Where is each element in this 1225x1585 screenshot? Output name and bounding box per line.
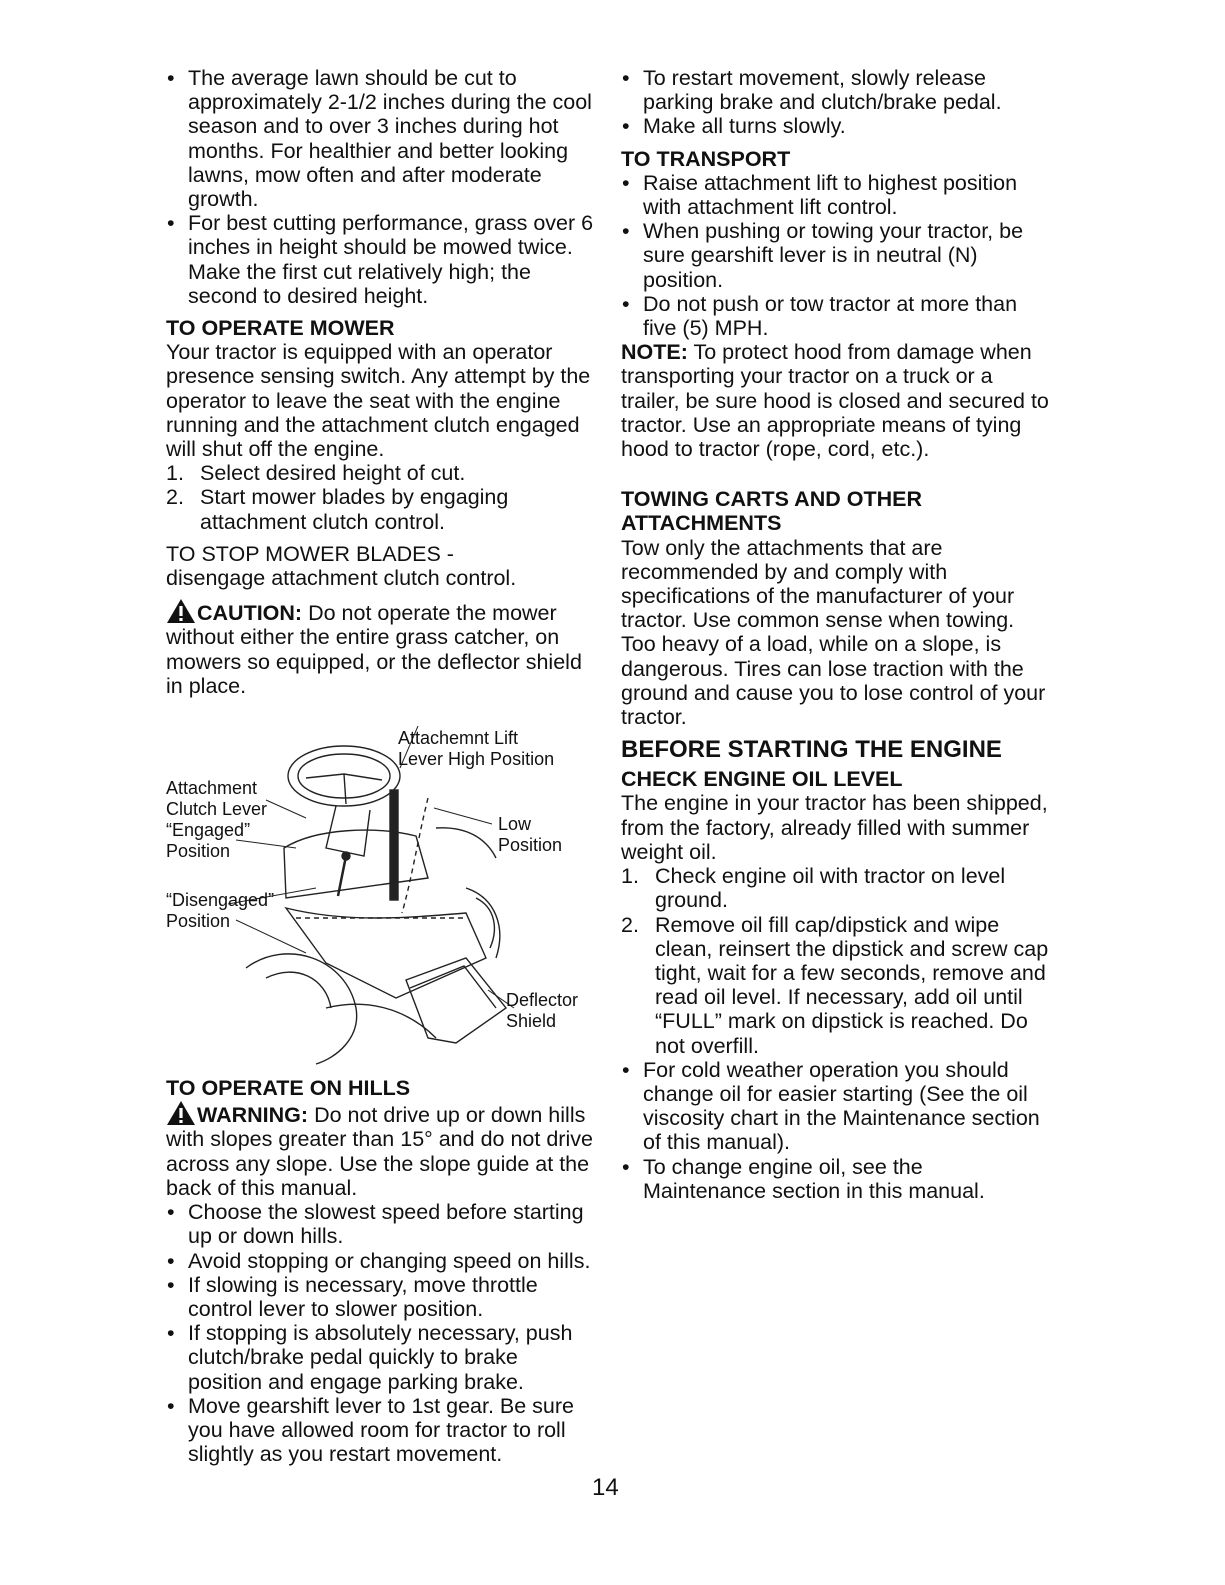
section-heading: TO OPERATE MOWER [166, 316, 395, 341]
mower-controls-diagram [166, 708, 596, 1068]
list-item: • Choose the slowest speed before starting up or down hills. [166, 1200, 594, 1248]
list-item: 2. Start mower blades by engaging attachment clutch control. [166, 485, 509, 534]
figure-label-disengaged: “Disengaged” Position [166, 890, 275, 932]
warning-triangle-icon [166, 598, 196, 624]
page-number: 14 [592, 1474, 619, 1501]
lift-lever [390, 790, 398, 900]
stop-instruction: TO STOP MOWER BLADES - [166, 541, 454, 566]
clutch-leader [266, 800, 306, 818]
note-paragraph [621, 340, 1051, 461]
low-leader [434, 808, 492, 824]
list-item: • Move gearshift lever to 1st gear. Be sure you have allowed room for tractor to roll slightly as you restart movement. [166, 1394, 594, 1467]
list-item: • To change engine oil, see the Maintenance section in this manual. [621, 1155, 1051, 1203]
warning-paragraph [166, 1100, 594, 1200]
low-position-path [402, 798, 428, 913]
right-column [621, 66, 1051, 1203]
figure-label-clutch: Attachment Clutch Lever “Engaged” Position [166, 778, 268, 862]
note-text: To protect hood from damage when transporting your tractor on a truck or a trailer, be sure hood is closed and secured to tractor. Use an appropriate means of tying hood to tractor (rope, cord, etc.). [621, 340, 1049, 462]
list-item: • For best cutting performance, grass over 6 inches in height should be mowed twice. Make the first cut relatively high; the second to desired height. [166, 211, 594, 308]
list-item: • When pushing or towing your tractor, be sure gearshift lever is in neutral (N) position. [621, 219, 1051, 292]
list-item: 2. Remove oil fill cap/dipstick and wipe clean, reinsert the dipstick and screw cap tight, wait for a few seconds, remove and read oil level. If necessary, add oil until “FULL” mark on dipstick is reached. Do not overfill. [621, 912, 1049, 1058]
note-label: NOTE: [621, 340, 688, 365]
footrest [286, 908, 486, 998]
clutch-knob [342, 852, 350, 860]
caution-text: Do not operate the mower without either the entire grass catcher, on mowers so equipped, or the deflector shield in place. [166, 601, 582, 698]
paragraph: The engine in your tractor has been shipped, from the factory, already filled with summer weight oil. [621, 791, 1048, 864]
section-heading: TO OPERATE ON HILLS [166, 1076, 411, 1101]
mower-deck [326, 1004, 436, 1038]
list-item: • Do not push or tow tractor at more than five (5) MPH. [621, 292, 1051, 340]
warning-text: Do not drive up or down hills with slopes greater than 15° and do not drive across any slope. Use the slope guide at the back of this manual. [166, 1103, 593, 1200]
section-heading: TO TRANSPORT [621, 146, 791, 171]
figure-label-lift: Attachemnt Lift Lever High Position [398, 728, 555, 770]
dash-panel [284, 830, 428, 898]
left-column [166, 66, 594, 1466]
list-item: • Raise attachment lift to highest position with attachment lift control. [621, 171, 1051, 219]
list-item: • The average lawn should be cut to approximately 2-1/2 inches during the cool season and to over 3 inches during hot months. For healthier and better looking lawns, mow often and after moderate growth. [166, 66, 594, 211]
list-item: • For cold weather operation you should change oil for easier starting (See the oil viscosity chart in the Maintenance section of this manual). [621, 1058, 1051, 1155]
warning-triangle-icon [166, 1100, 196, 1126]
warning-label: WARNING: [197, 1103, 309, 1128]
caution-label: CAUTION: [197, 601, 303, 626]
list-item: 1. Check engine oil with tractor on level ground. [621, 864, 1006, 913]
figure-label-deflector: Deflector Shield [506, 990, 579, 1032]
subsection-heading: CHECK ENGINE OIL LEVEL [621, 767, 903, 792]
figure-label-low: Low Position [498, 814, 563, 856]
paragraph: Tow only the attachments that are recommended by and comply with specifications of the manufacturer of your tractor. Use common sense when towing. Too heavy of a load, while on a slope, is dangerous. Tires can lose traction with the ground and cause you to lose control of your tractor. [621, 535, 1046, 730]
caution-paragraph [166, 598, 594, 698]
steering-spokes [306, 774, 382, 804]
paragraph: Your tractor is equipped with an operator presence sensing switch. Any attempt by the operator to leave the seat with the engine running and the attachment clutch engaged will shut off the engine. [166, 340, 591, 462]
front-tire-tread [266, 972, 331, 1008]
list-item: 1. Select desired height of cut. [166, 461, 466, 486]
list-item: • Avoid stopping or changing speed on hills. [166, 1249, 594, 1273]
section-heading: BEFORE STARTING THE ENGINE [621, 736, 1002, 764]
list-item: • To restart movement, slowly release parking brake and clutch/brake pedal. [621, 66, 1051, 114]
list-item: • Make all turns slowly. [621, 114, 1051, 138]
section-heading: TOWING CARTS AND OTHER ATTACHMENTS [621, 487, 922, 536]
stop-instruction-detail: disengage attachment clutch control. [166, 566, 517, 591]
list-item: • If slowing is necessary, move throttle control lever to slower position. [166, 1273, 594, 1321]
list-item: • If stopping is absolutely necessary, push clutch/brake pedal quickly to brake position and engage parking brake. [166, 1321, 594, 1394]
fender [436, 828, 496, 858]
